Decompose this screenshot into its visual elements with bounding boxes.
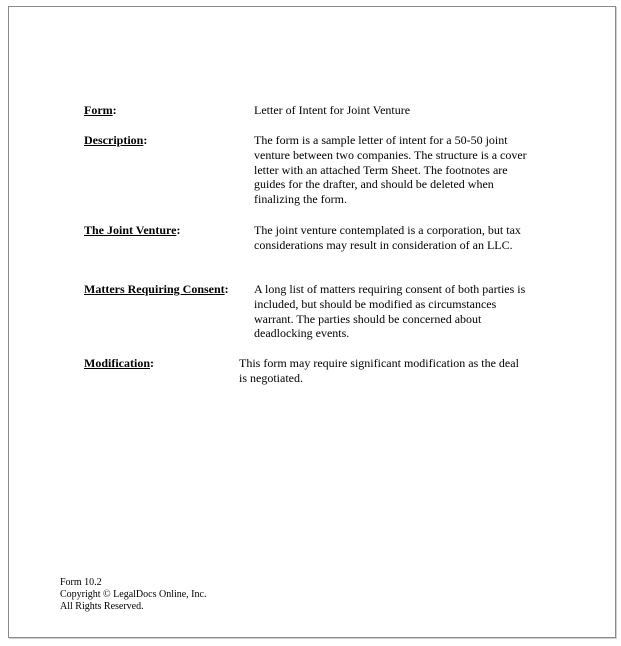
document-page xyxy=(8,6,616,638)
field-value: Letter of Intent for Joint Venture xyxy=(254,103,411,117)
field-label: The Joint Venture: xyxy=(84,223,181,237)
field-label: Matters Requiring Consent: xyxy=(84,282,229,296)
field-value: A long list of matters requiring consent of both parties is included, but should be modified as circumstances warrant. The parties should be concerned about deadlocking events. xyxy=(254,282,526,341)
field-value: The form is a sample letter of intent for a 50-50 joint venture between two companies. The structure is a cover letter with an attached Term Sheet. The footnotes are guides for the drafter, and should be deleted when finalizing the form. xyxy=(254,133,527,207)
field-label: Description: xyxy=(84,133,148,147)
field-value: The joint venture contemplated is a corporation, but tax considerations may result in consideration of an LLC. xyxy=(254,223,521,252)
rights-line: All Rights Reserved. xyxy=(60,601,144,612)
field-label: Modification: xyxy=(84,356,154,370)
document-footer xyxy=(60,577,206,613)
field-value: This form may require significant modification as the deal is negotiated. xyxy=(239,356,519,385)
copyright-line: Copyright © LegalDocs Online, Inc. xyxy=(60,589,207,600)
form-number: Form 10.2 xyxy=(60,577,102,588)
field-label: Form: xyxy=(84,103,117,117)
